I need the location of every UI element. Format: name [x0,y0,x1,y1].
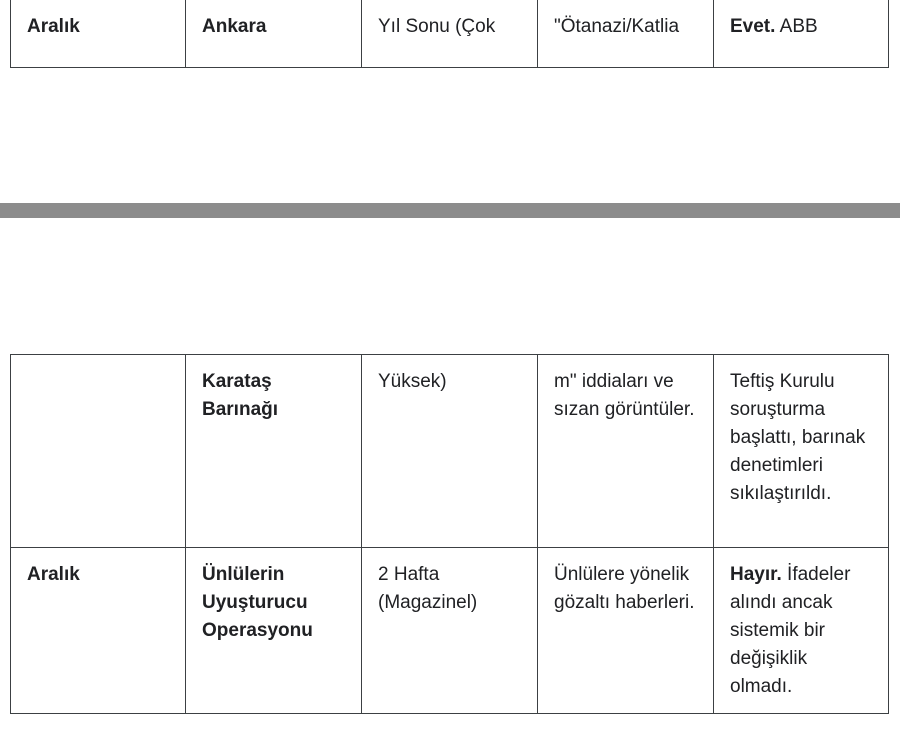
claims-cell: m" iddiaları ve sızan görüntüler. [538,355,714,548]
claims-cell: "Ötanazi/Katlia [538,0,714,67]
result-cell [714,548,889,714]
claims-cell: Ünlülere yönelik gözaltı haberleri. [538,548,714,714]
page-break-divider [0,203,900,218]
table-fragment-top [10,0,888,68]
result-verdict: Hayır. [730,564,782,585]
events-table-bottom [10,354,889,714]
table-row [11,548,889,714]
month-cell: Aralık [11,0,186,67]
duration-cell: 2 Hafta (Magazinel) [362,548,538,714]
result-text: ABB [775,16,818,37]
table-row [11,0,889,67]
result-text: Teftiş Kurulu soruşturma başlattı, barınak denetimleri sıkılaştırıldı. [730,371,866,504]
result-cell [714,355,889,548]
location-cell: Ankara [186,0,362,67]
result-text: İfadeler alındı ancak sistemik bir değişiklik olmadı. [730,564,851,697]
duration-cell: Yıl Sonu (Çok [362,0,538,67]
location-cell: Ünlülerin Uyuşturucu Operasyonu [186,548,362,714]
table-fragment-bottom [10,354,888,714]
table-row [11,355,889,548]
events-table-top [10,0,889,68]
result-cell [714,0,889,67]
result-verdict: Evet. [730,16,776,37]
duration-cell: Yüksek) [362,355,538,548]
month-cell [11,355,186,548]
month-cell: Aralık [11,548,186,714]
location-cell: Karataş Barınağı [186,355,362,548]
